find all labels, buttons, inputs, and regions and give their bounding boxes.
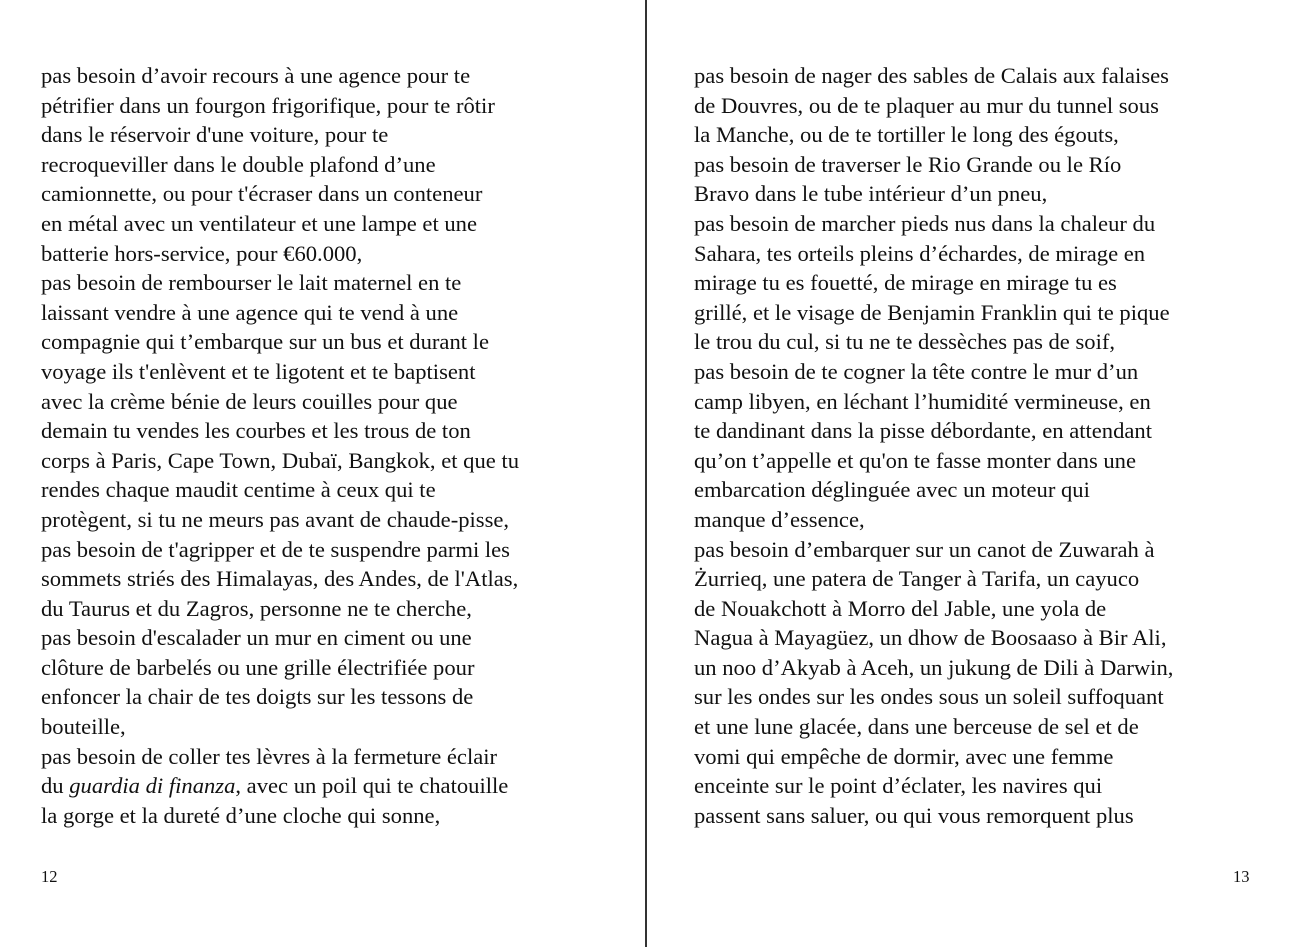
text-line: te dandinant dans la pisse débordante, en attendant [694,418,1152,444]
stanza-2 [41,268,626,534]
text-line: Bravo dans le tube intérieur d’un pneu, [694,181,1048,207]
left-page-text [41,61,626,830]
stanza-5 [694,535,1274,831]
text-line: pas besoin de rembourser le lait maternel en te [41,270,462,296]
text-line: camp libyen, en léchant l’humidité vermineuse, en [694,388,1151,414]
text-line: embarcation déglinguée avec un moteur qui [694,477,1090,503]
page-divider [645,0,647,947]
text-line: sur les ondes sur les ondes sous un soleil suffoquant [694,684,1164,710]
text-line: mirage tu es fouetté, de mirage en mirage tu es [694,270,1117,296]
text-line: pas besoin de t'agripper et de te suspendre parmi les [41,536,510,562]
text-line: passent sans saluer, ou qui vous remorquent plus [694,802,1134,828]
text-line: et une lune glacée, dans une berceuse de sel et de [694,714,1139,740]
text-line: le trou du cul, si tu ne te dessèches pas de soif, [694,329,1116,355]
right-page [648,0,1291,947]
text-line: bouteille, [41,714,126,740]
text-line: demain tu vendes les courbes et les trous de ton [41,418,471,444]
text-line: pas besoin de te cogner la tête contre le mur d’un [694,358,1139,384]
text-line: clôture de barbelés ou une grille électrifiée pour [41,654,475,680]
text-line: sommets striés des Himalayas, des Andes, de l'Atlas, [41,566,519,592]
text-line: recroqueviller dans le double plafond d’une [41,151,436,177]
text-line: voyage ils t'enlèvent et te ligotent et te baptisent [41,358,476,384]
text-line: la gorge et la dureté d’une cloche qui sonne, [41,802,441,828]
text-fragment: du [41,773,70,799]
text-line: batterie hors-service, pour €60.000, [41,240,363,266]
text-fragment: , avec un poil qui te chatouille [235,773,509,799]
text-line: pétrifier dans un fourgon frigorifique, pour te rôtir [41,92,495,118]
text-line: en métal avec un ventilateur et une lampe et une [41,210,477,236]
stanza-3 [41,535,626,624]
stanza-5 [41,742,626,831]
text-line: compagnie qui t’embarque sur un bus et durant le [41,329,489,355]
text-line: camionnette, ou pour t'écraser dans un conteneur [41,181,483,207]
page-number: 13 [1233,867,1250,886]
text-line: grillé, et le visage de Benjamin Franklin qui te pique [694,299,1170,325]
text-line: Nagua à Mayagüez, un dhow de Boosaaso à Bir Ali, [694,625,1167,651]
text-line: la Manche, ou de te tortiller le long des égouts, [694,122,1119,148]
text-line: dans le réservoir d'une voiture, pour te [41,122,389,148]
text-line: laissant vendre à une agence qui te vend à une [41,299,459,325]
stanza-4 [694,357,1274,535]
text-line: Sahara, tes orteils pleins d’échardes, de mirage en [694,240,1146,266]
stanza-1 [41,61,626,268]
text-line: pas besoin de marcher pieds nus dans la chaleur du [694,210,1156,236]
text-line: pas besoin de traverser le Rio Grande ou le Río [694,151,1122,177]
text-line: pas besoin d'escalader un mur en ciment ou une [41,625,472,651]
text-line: enfoncer la chair de tes doigts sur les tessons de [41,684,474,710]
text-line: pas besoin d’embarquer sur un canot de Zuwarah à [694,536,1155,562]
text-line: vomi qui empêche de dormir, avec une femme [694,743,1114,769]
left-page [0,0,645,947]
stanza-2 [694,150,1274,209]
text-line: de Douvres, ou de te plaquer au mur du tunnel sous [694,92,1159,118]
text-line [41,771,626,801]
text-line: avec la crème bénie de leurs couilles pour que [41,388,458,414]
right-page-text [694,61,1274,830]
text-line: enceinte sur le point d’éclater, les navires qui [694,773,1103,799]
stanza-4 [41,623,626,741]
page-number: 12 [41,867,58,886]
text-line: rendes chaque maudit centime à ceux qui te [41,477,436,503]
stanza-1 [694,61,1274,150]
text-line: du Taurus et du Zagros, personne ne te cherche, [41,595,472,621]
text-line: de Nouakchott à Morro del Jable, une yola de [694,595,1107,621]
text-line: protègent, si tu ne meurs pas avant de chaude-pisse, [41,506,510,532]
italic-phrase: guardia di finanza [69,773,236,799]
text-line: pas besoin d’avoir recours à une agence pour te [41,63,471,88]
text-line: pas besoin de coller tes lèvres à la fermeture éclair [41,743,498,769]
text-line: Żurrieq, une patera de Tanger à Tarifa, un cayuco [694,566,1140,592]
text-line: qu’on t’appelle et qu'on te fasse monter dans une [694,447,1137,473]
text-line: corps à Paris, Cape Town, Dubaï, Bangkok, et que tu [41,447,520,473]
text-line: un noo d’Akyab à Aceh, un jukung de Dili à Darwin, [694,654,1174,680]
text-line: pas besoin de nager des sables de Calais aux falaises [694,63,1169,88]
stanza-3 [694,209,1274,357]
text-line: manque d’essence, [694,506,865,532]
